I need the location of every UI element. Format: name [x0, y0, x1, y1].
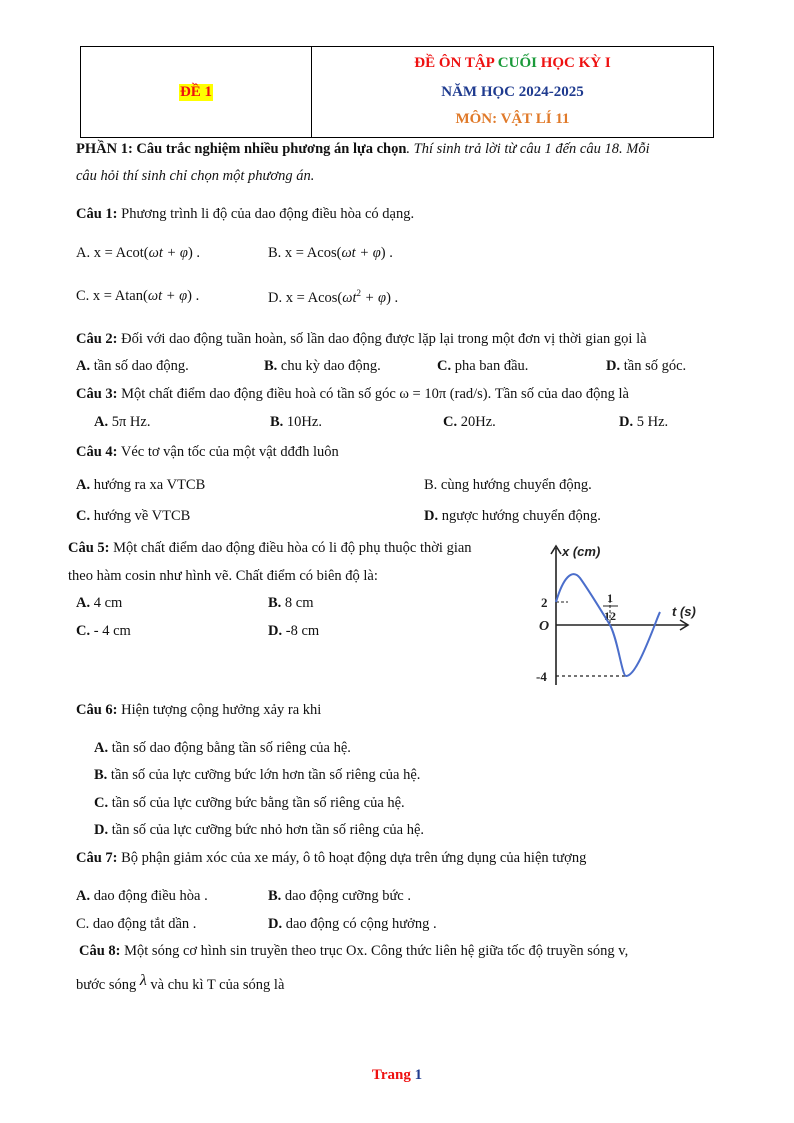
- question-text: Đối với dao động tuần hoàn, số lần dao động được lặp lại trong một đơn vị thời gian gọi là: [117, 331, 647, 347]
- q7-option-c: C. dao động tắt dần .: [76, 916, 197, 932]
- q6-option-a: A. tần số dao động bằng tần số riêng của hệ.: [94, 740, 351, 756]
- question-5-line-2: theo hàm cosin như hình vẽ. Chất điểm có biên độ là:: [68, 568, 378, 584]
- y-axis-label: x (cm): [562, 544, 601, 559]
- question-8-line-2: bước sóng λ và chu kì T của sóng là: [76, 972, 285, 993]
- question-text: Một chất điểm dao động điều hòa có li độ phụ thuộc thời gian: [109, 540, 472, 556]
- q3-option-a: A. 5π Hz.: [94, 414, 151, 430]
- q5-option-d: D. -8 cm: [268, 623, 320, 639]
- question-label: Câu 5:: [68, 540, 110, 556]
- question-text: Một sóng cơ hình sin truyền theo trục Ox. Công thức liên hệ giữa tốc độ truyền sóng v,: [120, 943, 629, 959]
- question-text: Bộ phận giảm xóc của xe máy, ô tô hoạt động dựa trên ứng dụng của hiện tượng: [117, 850, 587, 866]
- q7-option-d: D. dao động có cộng hưởng .: [268, 916, 437, 932]
- page-footer: [0, 1067, 794, 1084]
- t-numerator: 1: [607, 591, 613, 605]
- exam-code: ĐỀ 1: [179, 83, 213, 100]
- part1-instructions: . Thí sinh trả lời từ câu 1 đến câu 18. Mỗi: [406, 141, 650, 157]
- q1-option-c: C. x = Atan(ωt + φ) .: [76, 288, 200, 304]
- page-number: 1: [414, 1067, 423, 1083]
- q3-option-d: D. 5 Hz.: [619, 414, 669, 430]
- q2-option-a: A. tần số dao động.: [76, 358, 189, 374]
- q4-option-a: A. hướng ra xa VTCB: [76, 477, 206, 493]
- q5-option-b: B. 8 cm: [268, 595, 314, 611]
- question-1: [76, 206, 414, 223]
- exam-code-cell: [81, 47, 311, 137]
- q7-option-a: A. dao động điều hòa .: [76, 888, 208, 904]
- question-label: Câu 2:: [76, 331, 118, 347]
- question-6: [76, 702, 321, 719]
- question-label: Câu 7:: [76, 850, 118, 866]
- question-label: Câu 8:: [79, 943, 121, 959]
- t-denominator: 12: [604, 609, 616, 623]
- y-tick-minus-4: -4: [536, 669, 547, 684]
- question-5: [68, 540, 472, 557]
- y-tick-2: 2: [541, 595, 548, 610]
- question-text: Hiện tượng cộng hưởng xảy ra khi: [117, 702, 322, 718]
- question-text: Véc tơ vận tốc của một vật dđđh luôn: [117, 444, 339, 460]
- exam-title-cell: [312, 47, 713, 137]
- part1-instructions-2: câu hỏi thí sinh chỉ chọn một phương án.: [76, 168, 315, 184]
- displacement-time-graph: [530, 540, 700, 695]
- q6-option-c: C. tần số của lực cưỡng bức bằng tần số riêng của hệ.: [94, 795, 405, 811]
- q6-option-d: D. tần số của lực cưỡng bức nhỏ hơn tần số riêng của hệ.: [94, 822, 425, 838]
- question-4: [76, 444, 339, 461]
- question-text: Một chất điểm dao động điều hoà có tần số góc ω = 10π (rad/s). Tần số của dao động là: [117, 386, 629, 402]
- question-label: Câu 3:: [76, 386, 118, 402]
- part1-heading: PHẦN 1: Câu trắc nghiệm nhiều phương án lựa chọn: [76, 141, 407, 157]
- question-label: Câu 1:: [76, 206, 118, 222]
- question-3: [76, 386, 629, 403]
- school-year: NĂM HỌC 2024-2025: [441, 84, 584, 100]
- q7-option-b: B. dao động cưỡng bức .: [268, 888, 411, 904]
- origin-label: O: [539, 619, 550, 634]
- header-table: [80, 46, 714, 138]
- q4-option-c: C. hướng về VTCB: [76, 508, 191, 524]
- q1-option-b: B. x = Acos(ωt + φ) .: [268, 245, 393, 261]
- q1-option-d: D. $x = Acos(\omega t^2 + \varphi)$ .: [268, 288, 399, 306]
- question-8: [79, 943, 628, 960]
- q2-option-b: B. chu kỳ dao động.: [264, 358, 381, 374]
- part1-heading-line: [76, 141, 650, 158]
- q4-option-d: D. ngược hướng chuyển động.: [424, 508, 601, 524]
- q5-option-a: A. 4 cm: [76, 595, 123, 611]
- q4-option-b: B. cùng hướng chuyển động.: [424, 477, 592, 493]
- question-7: [76, 850, 586, 867]
- question-text: Phương trình li độ của dao động điều hòa có dạng.: [117, 206, 415, 222]
- question-label: Câu 6:: [76, 702, 118, 718]
- footer-word: Trang: [371, 1067, 411, 1083]
- q6-option-b: B. tần số của lực cưỡng bức lớn hơn tần số riêng của hệ.: [94, 767, 421, 783]
- lambda-symbol: λ: [139, 972, 147, 989]
- question-label: Câu 4:: [76, 444, 118, 460]
- q1-option-a: A. x = Acot(ωt + φ) .: [76, 245, 201, 261]
- exam-title: ĐỀ ÔN TẬP CUỐI HỌC KỲ I: [414, 55, 611, 71]
- q5-option-c: C. - 4 cm: [76, 623, 131, 639]
- q2-option-d: D. tần số góc.: [606, 358, 687, 374]
- subject: MÔN: VẬT LÍ 11: [455, 111, 570, 127]
- q3-option-b: B. 10Hz.: [270, 414, 322, 430]
- q2-option-c: C. pha ban đầu.: [437, 358, 529, 374]
- question-2: [76, 331, 647, 348]
- q3-option-c: C. 20Hz.: [443, 414, 496, 430]
- x-axis-label: t (s): [672, 604, 696, 619]
